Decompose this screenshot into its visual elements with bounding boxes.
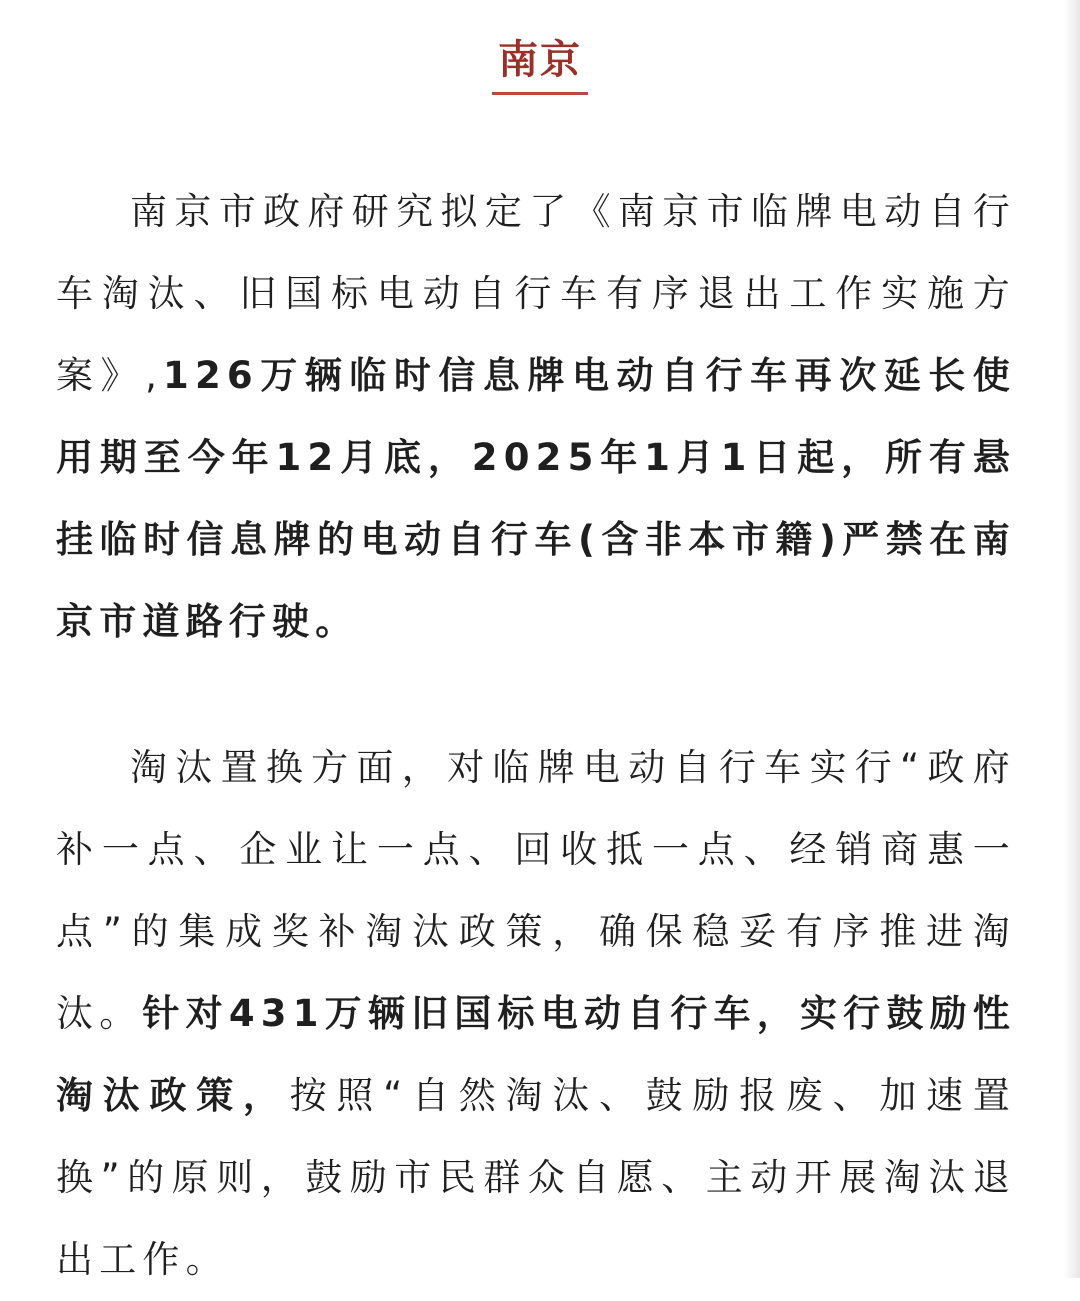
paragraph-2 [56, 727, 1016, 1301]
page-edge-shadow [1064, 0, 1080, 1278]
title-area [0, 34, 1080, 95]
paragraph-2-bold-text: 针对431万辆旧国标电动自行车，实行鼓励性淘汰政策， [56, 992, 1016, 1117]
paragraph-1-bold-text: 126万辆临时信息牌电动自行车再次延长使用期至今年12月底，2025年1月1日起，所有悬挂临时信息牌的电动自行车(含非本市籍)严禁在南京市道路行驶。 [56, 354, 1016, 643]
paragraph-2-text-end: 按照“自然淘汰、鼓励报废、加速置换”的原则，鼓励市民群众自愿、主动开展淘汰退出工作。 [56, 1074, 1016, 1281]
paragraph-1-text: 南京市政府研究拟定了《南京市临牌电动自行车淘汰、旧国标电动自行车有序退出工作实施方案》, [56, 190, 1016, 397]
paragraph-2-text-start: 淘汰置换方面，对临牌电动自行车实行“政府补一点、企业让一点、回收抵一点、经销商惠一点”的集成奖补淘汰政策，确保稳妥有序推进淘汰。 [56, 746, 1016, 1035]
paragraph-1 [56, 171, 1016, 663]
article-title: 南京 [492, 34, 588, 95]
